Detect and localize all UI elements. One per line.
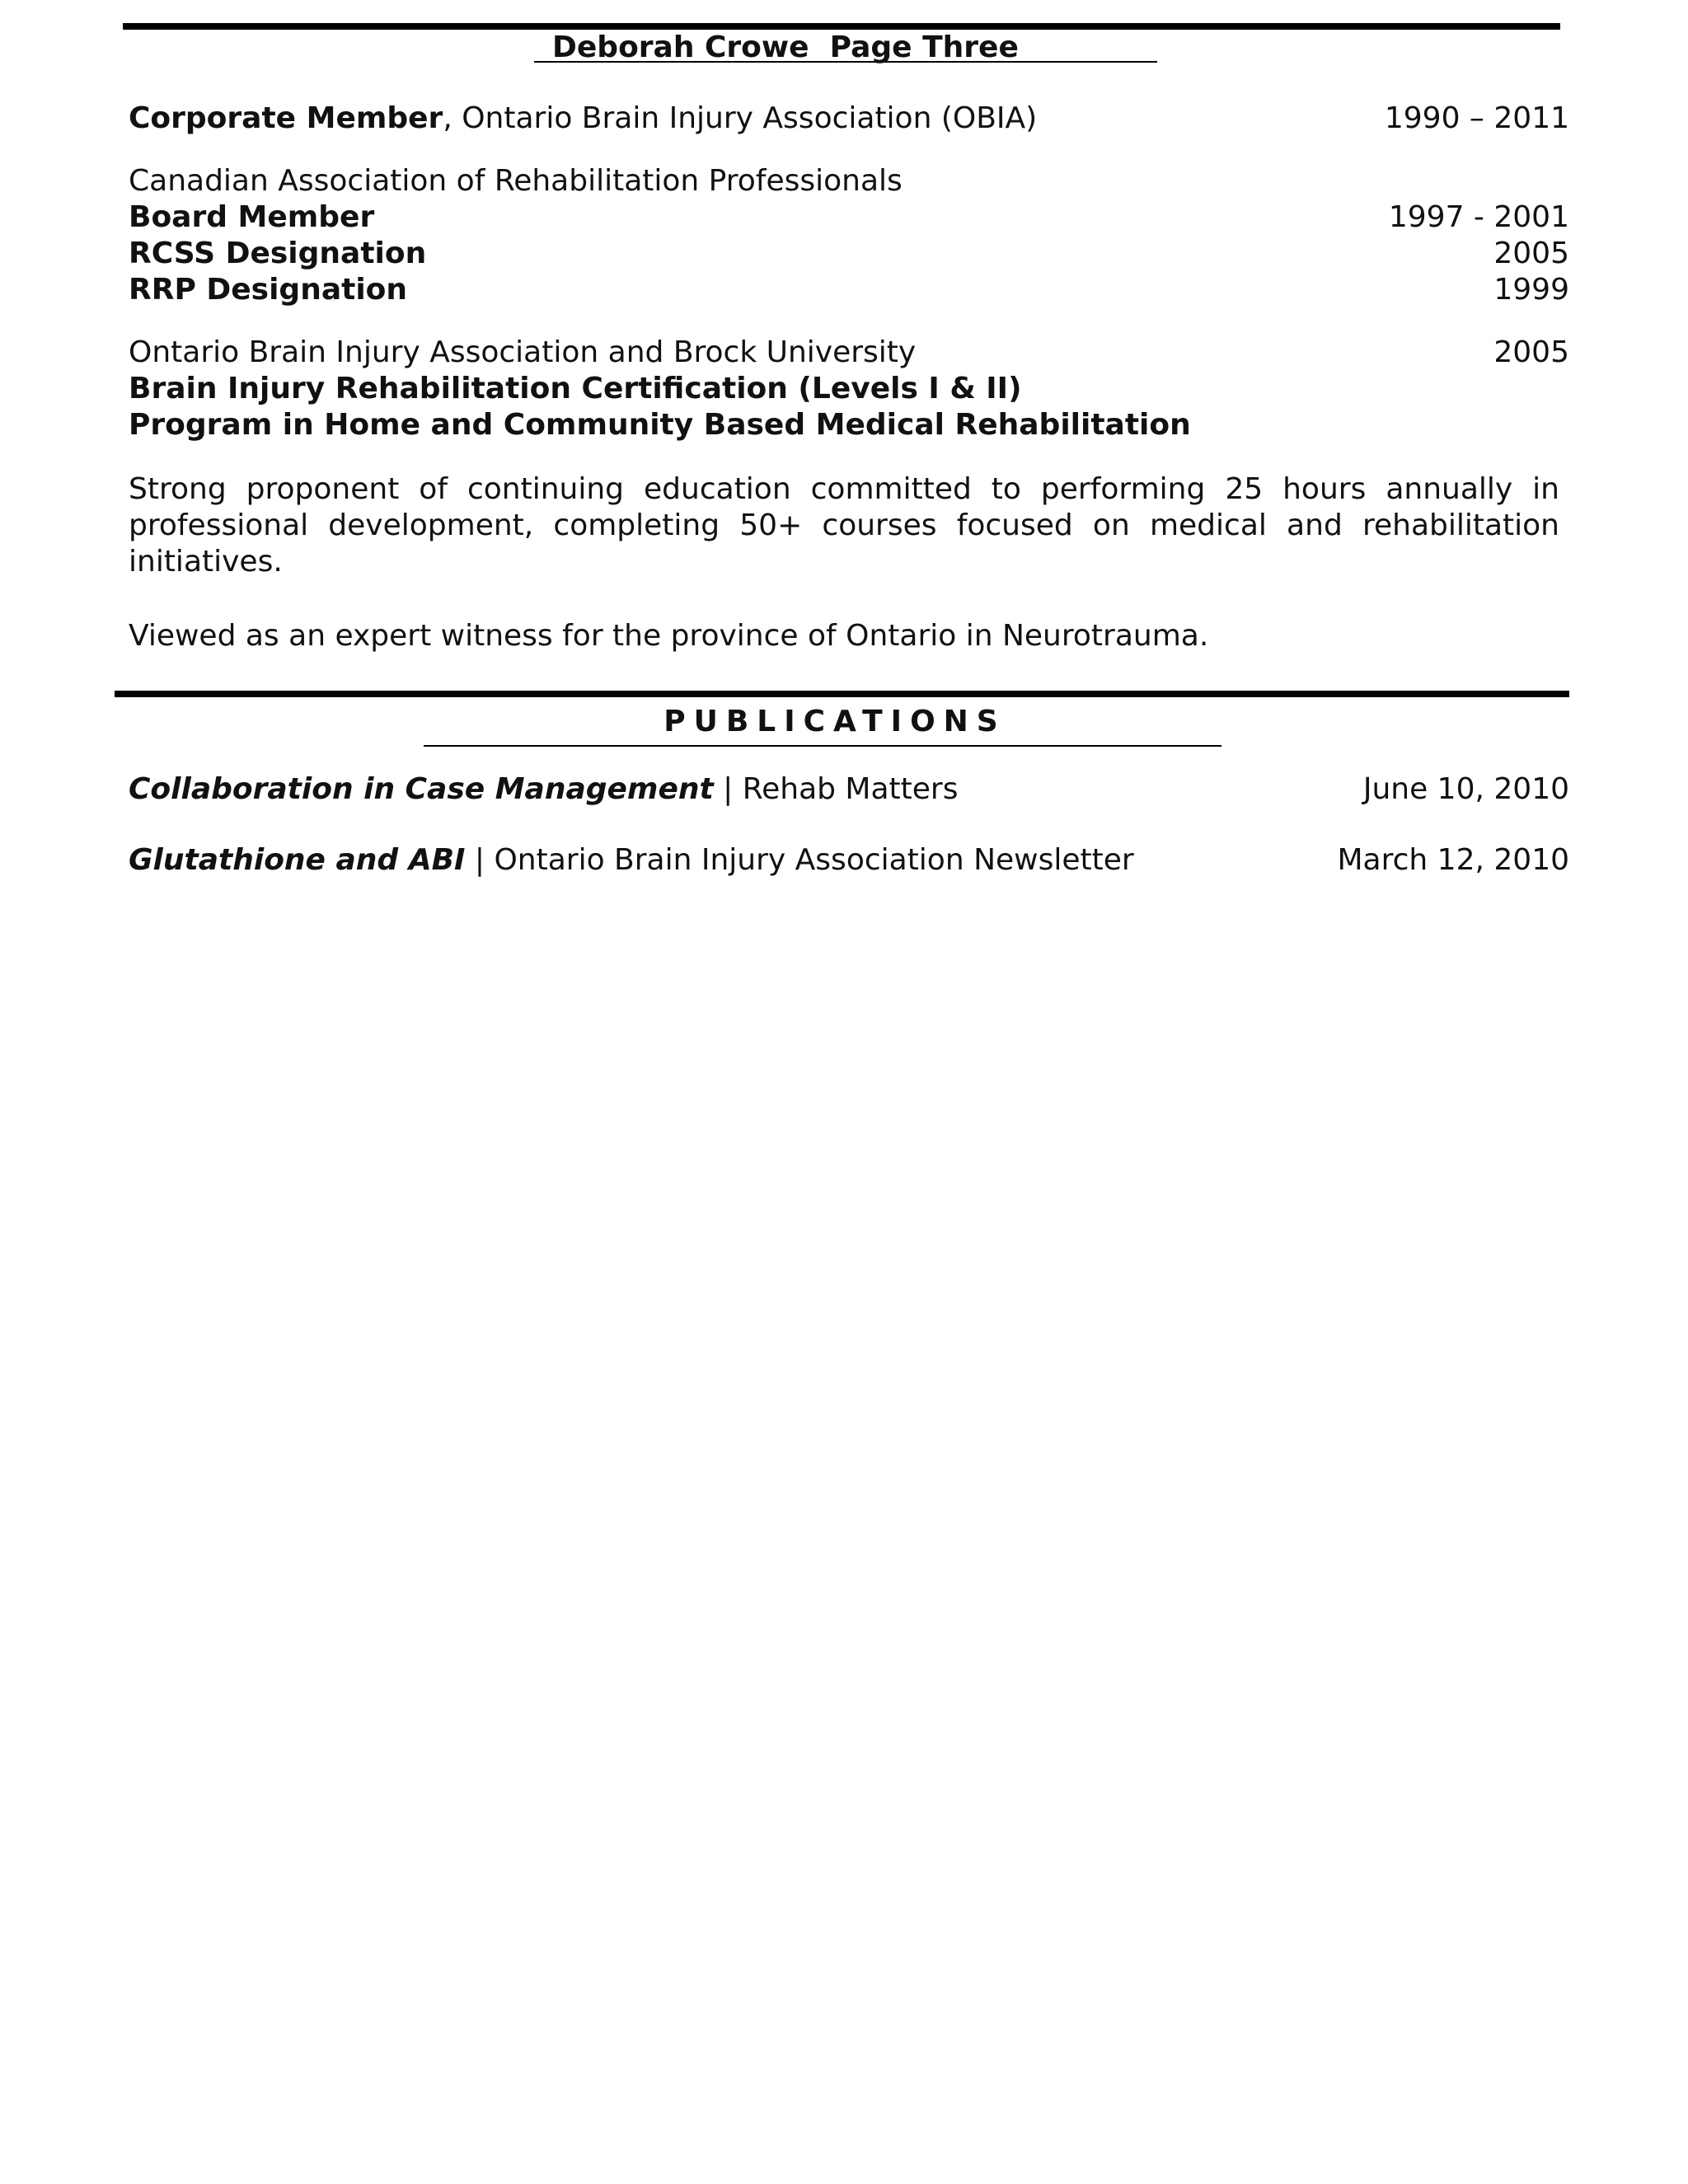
publication-row xyxy=(129,771,1569,808)
carp-org-row xyxy=(129,163,1569,199)
publication-outlet: Rehab Matters xyxy=(742,772,959,806)
publications-heading: PUBLICATIONS xyxy=(424,701,1221,747)
obia-role: Corporate Member xyxy=(129,101,443,135)
section-divider xyxy=(115,691,1569,697)
brock-program-row xyxy=(129,371,1569,407)
brock-date: 2005 xyxy=(1493,335,1569,369)
carp-item-date: 1997 - 2001 xyxy=(1388,200,1569,234)
obia-org: Ontario Brain Injury Association (OBIA) xyxy=(462,101,1038,135)
carp-item-row xyxy=(129,236,1569,272)
carp-org: Canadian Association of Rehabilitation Professionals xyxy=(129,164,903,198)
carp-item-label: RRP Designation xyxy=(129,273,408,307)
publication-citation xyxy=(129,771,959,808)
carp-item-date: 2005 xyxy=(1493,237,1569,270)
brock-program: Program in Home and Community Based Medical Rehabilitation xyxy=(129,408,1191,442)
carp-item-date: 1999 xyxy=(1493,273,1569,307)
carp-item-row xyxy=(129,199,1569,236)
continuing-education-statement: Strong proponent of continuing education committed to performing 25 hours annually in professional development, completing 50+ courses focused on medical and rehabilitation initiatives. xyxy=(129,472,1559,579)
brock-program: Brain Injury Rehabilitation Certification (Levels I & II) xyxy=(129,372,1022,405)
obia-separator: , xyxy=(443,101,462,135)
page-header-title: Deborah Crowe Page Three xyxy=(534,26,1157,63)
carp-item-label: RCSS Designation xyxy=(129,237,427,270)
publication-title: Glutathione and ABI xyxy=(129,843,466,877)
publication-separator: | xyxy=(713,772,743,806)
carp-item-label: Board Member xyxy=(129,200,375,234)
publication-citation xyxy=(129,842,1134,879)
carp-item-row xyxy=(129,272,1569,308)
publication-row xyxy=(129,842,1569,879)
brock-org: Ontario Brain Injury Association and Brock University xyxy=(129,335,917,369)
publication-outlet: Ontario Brain Injury Association Newsletter xyxy=(494,843,1134,877)
expert-witness-statement: Viewed as an expert witness for the province of Ontario in Neurotrauma. xyxy=(129,619,1209,653)
obia-dates: 1990 – 2011 xyxy=(1384,101,1569,135)
publication-date: March 12, 2010 xyxy=(1337,843,1569,877)
brock-program-row xyxy=(129,407,1569,443)
obia-membership-row xyxy=(129,101,1569,137)
publication-date: June 10, 2010 xyxy=(1362,772,1569,806)
publication-separator: | xyxy=(465,843,495,877)
publication-title: Collaboration in Case Management xyxy=(129,772,714,806)
brock-org-row xyxy=(129,335,1569,371)
obia-membership-text xyxy=(129,101,1037,137)
